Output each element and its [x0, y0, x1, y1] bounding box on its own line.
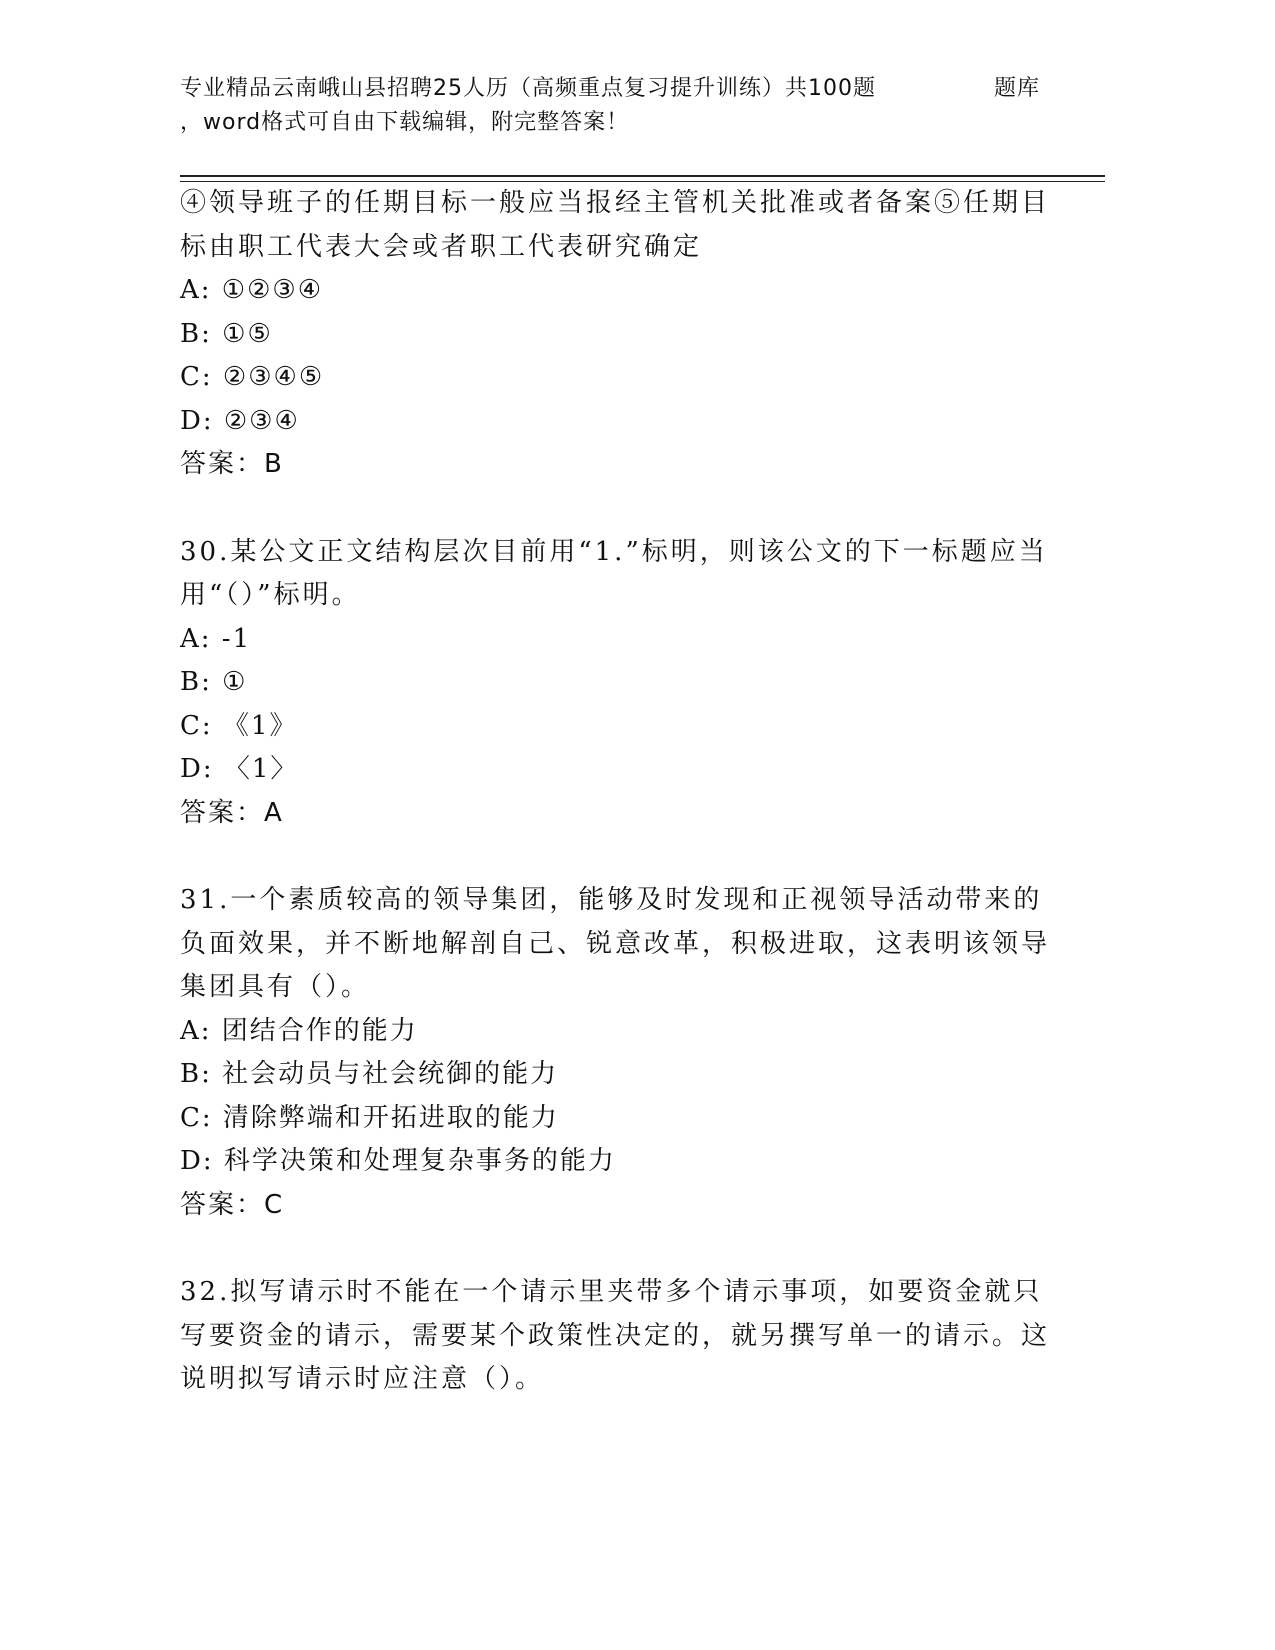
question-stem: 30.某公文正文结构层次目前用“1.”标明，则该公文的下一标题应当用“（）”标明。: [180, 536, 1048, 610]
option-b: B: ①⑤: [180, 318, 273, 349]
question-block: [180, 531, 1060, 836]
question-list: [180, 182, 1060, 1402]
header-subtitle: ，word格式可自由下载编辑，附完整答案！: [180, 110, 630, 135]
question-stem: ④领导班子的任期目标一般应当报经主管机关批准或者备案⑤任期目标由职工代表大会或者职工代表研究确定: [180, 188, 1051, 262]
option-d: D: 科学决策和处理复杂事务的能力: [180, 1146, 616, 1176]
header-divider: [180, 175, 1105, 177]
option-a: A: -1: [180, 623, 252, 654]
answer-line: 答案：A: [180, 797, 284, 828]
answer-line: 答案：C: [180, 1189, 285, 1220]
option-b: B: 社会动员与社会统御的能力: [180, 1059, 559, 1089]
option-b: B: ①: [180, 667, 248, 697]
header-title: 专业精品云南峨山县招聘25人历（高频重点复习提升训练）共100题: [180, 76, 876, 101]
question-block: [180, 182, 1060, 487]
option-c: C: 清除弊端和开拓进取的能力: [180, 1102, 559, 1133]
option-d: D: 〈1〉: [180, 754, 299, 784]
header-title-row: [180, 72, 1040, 106]
question-block: [180, 879, 1060, 1227]
question-stem: 31.一个素质较高的领导集团，能够及时发现和正视领导活动带来的负面效果，并不断地解剖自己、锐意改革，积极进取，这表明该领导集团具有（）。: [180, 885, 1051, 1002]
header-tag: 题库: [993, 76, 1040, 101]
option-a: A: ①②③④: [180, 275, 324, 305]
option-d: D: ②③④: [180, 405, 300, 436]
answer-line: 答案：B: [180, 449, 284, 479]
option-c: C: 《1》: [180, 710, 298, 741]
question-stem: 32.拟写请示时不能在一个请示里夹带多个请示事项，如要资金就只写要资金的请示，需要某个政策性决定的，就另撰写单一的请示。这说明拟写请示时应注意（）。: [180, 1277, 1051, 1394]
page-header: [180, 72, 1040, 140]
option-a: A: 团结合作的能力: [180, 1015, 418, 1046]
option-c: C: ②③④⑤: [180, 362, 325, 392]
question-block: [180, 1271, 1060, 1402]
